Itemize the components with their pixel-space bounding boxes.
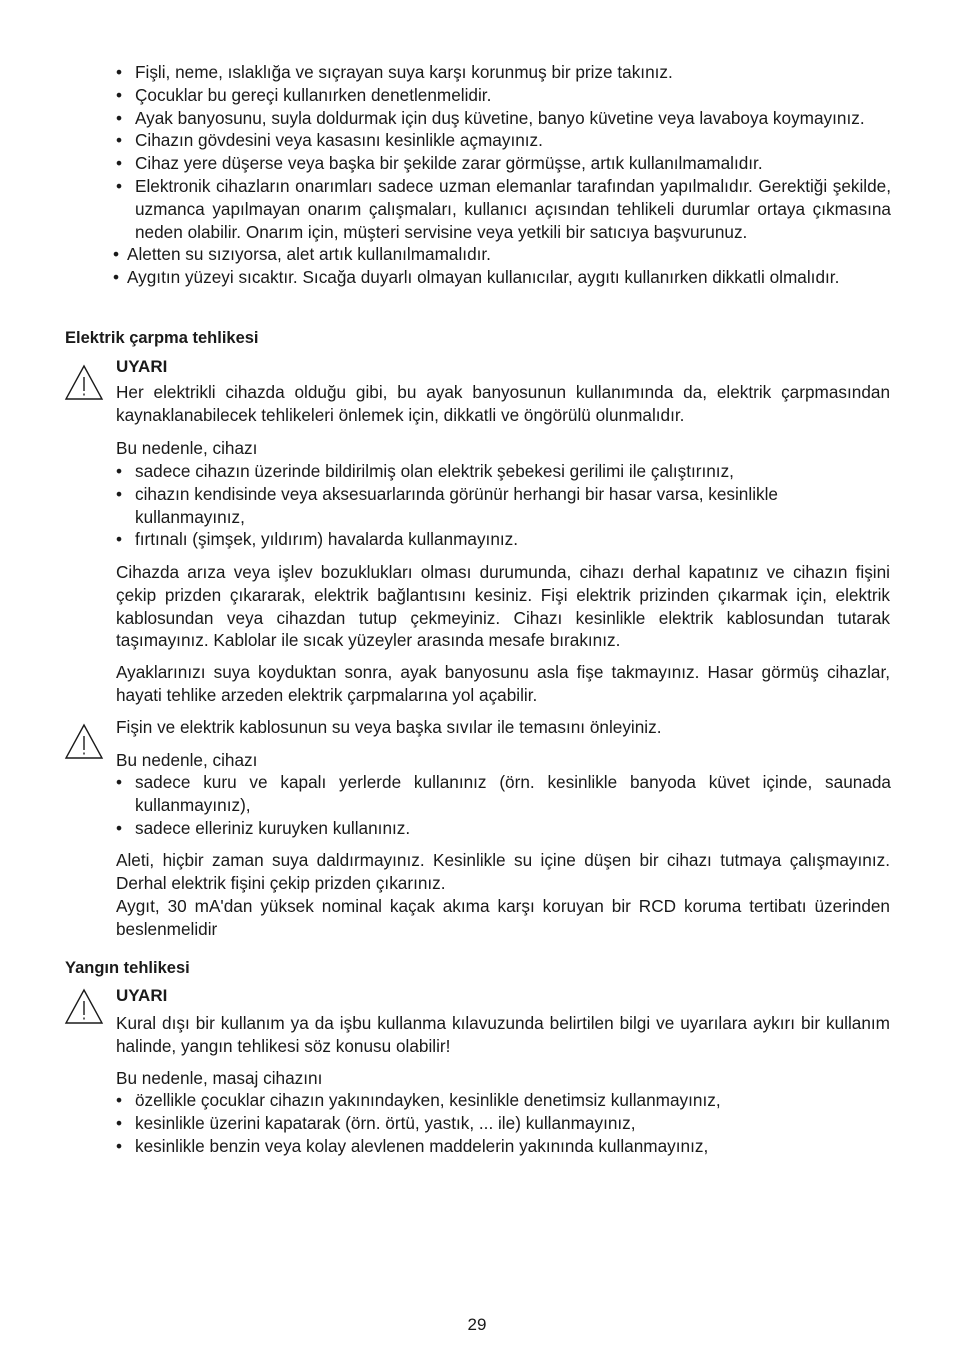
list-item: • sadece elleriniz kuruyken kullanınız. [116, 817, 411, 838]
list-item: • Cihazın gövdesini veya kasasını kesinlikle açmayınız. [116, 130, 543, 151]
section-heading-electric: Elektrik çarpma tehlikesi [65, 329, 259, 347]
warning-label: UYARI [116, 357, 168, 376]
bullet-icon: • [116, 62, 123, 82]
warning-triangle-icon [64, 364, 104, 401]
liquid-bullet-list [116, 771, 891, 839]
bullet-icon: • [116, 84, 123, 105]
bullet-icon: • [116, 175, 123, 196]
body-paragraph: Aleti, hiçbir zaman suya daldırmayınız. Kesinlikle su içine düşen bir cihazı tutmaya çalışmayınız. Derhal elektrik fişini çekip prizden çıkarınız. [116, 850, 890, 893]
bullet-icon: • [113, 244, 120, 265]
body-paragraph: Aygıt, 30 mA'dan yüksek nominal kaçak akıma karşı koruyan bir RCD koruma tertibatı üzerinden beslenmelidir [116, 896, 890, 939]
list-item: • Aygıtın yüzeyi sıcaktır. Sıcağa duyarlı olmayan kullanıcılar, aygıtı kullanırken dikkatli olmalıdır. [113, 267, 840, 288]
list-item: • sadece kuru ve kapalı yerlerde kullanınız (örn. kesinlikle banyoda küvet içinde, saunada kullanmayınız), [116, 772, 891, 815]
bullet-icon: • [116, 817, 123, 838]
list-item: • Elektronik cihazların onarımları sadece uzman elemanlar tarafından yapılmalıdır. Gerektiği şekilde, uzmanca yapılmayan onarım çalışmaları, kullanıcı açısından tehlikeli durumlar ortaya çıkmasına neden olabilir. Onarım için, müşteri servisine veya yetkili bir satıcıya başvurunuz. [116, 175, 891, 242]
list-item: • kesinlikle benzin veya kolay alevlenen maddelerin yakınında kullanmayınız, [116, 1135, 709, 1156]
bullet-icon: • [116, 529, 123, 550]
list-item: • Ayak banyosunu, suyla doldurmak için duş küvetine, banyo küvetine veya lavaboya koymayınız. [116, 107, 865, 128]
electric-bullet-list [116, 460, 891, 551]
warning-triangle-icon [64, 988, 104, 1025]
list-item: • cihazın kendisinde veya aksesuarlarında görünür herhangi bir hasar varsa, kesinlikle kullanmayınız, [116, 483, 778, 527]
warning-triangle-icon [64, 723, 104, 760]
list-item: • Aletten su sızıyorsa, alet artık kullanılmamalıdır. [113, 244, 491, 265]
bullet-icon: • [116, 1112, 123, 1133]
bullet-icon: • [113, 267, 120, 288]
body-paragraph: Cihazda arıza veya işlev bozuklukları olması durumunda, cihazı derhal kapatınız ve cihazın fişini çekip prizden çıkararak, elektrik bağlantısını kesiniz. Fişi elektrik prizinden çıkarmak için, elektrik kablosundan veya cihazdan tutup çekmeyiniz. Cihazı kesinlikle elektrik kablosundan tutarak taşımayınız. Kablolar ile sıcak yüzeyler arasında mesafe bırakınız. [116, 562, 890, 651]
fire-bullet-list [116, 1089, 891, 1157]
bullet-icon: • [116, 483, 123, 504]
list-item: • Çocuklar bu gereçi kullanırken denetlenmelidir. [116, 84, 492, 105]
list-item: • fırtınalı (şimşek, yıldırım) havalarda kullanmayınız. [116, 529, 519, 550]
warning-text: Her elektrikli cihazda olduğu gibi, bu ayak banyosunun kullanımında da, elektrik çarpmasından kaynaklanabilecek tehlikeleri önlemek için, dikkatli ve öngörülü olunmalıdır. [116, 382, 890, 425]
bullet-icon: • [116, 772, 123, 792]
body-paragraph: Ayaklarınızı suya koyduktan sonra, ayak banyosunu asla fişe takmayınız. Hasar görmüş cihazlar, hayati tehlike arzeden elektrik çarpmalarına yol açabilir. [116, 662, 890, 705]
list-item: • özellikle çocuklar cihazın yakınındayken, kesinlikle denetimsiz kullanmayınız, [116, 1090, 721, 1110]
bullet-icon: • [116, 153, 123, 174]
bullet-icon: • [116, 1090, 123, 1110]
list-item: • Fişli, neme, ıslaklığa ve sıçrayan suya karşı korunmuş bir prize takınız. [116, 62, 673, 82]
warning-text: Fişin ve elektrik kablosunun su veya başka sıvılar ile temasını önleyiniz. [116, 717, 662, 737]
bullet-icon: • [116, 461, 123, 481]
list-item: • Cihaz yere düşerse veya başka bir şekilde zarar görmüşse, artık kullanılmamalıdır. [116, 153, 763, 174]
list-intro: Bu nedenle, masaj cihazını [116, 1068, 323, 1088]
list-item: • sadece cihazın üzerinde bildirilmiş olan elektrik şebekesi gerilimi ile çalıştırınız, [116, 461, 734, 481]
warning-label: UYARI [116, 986, 168, 1005]
section-heading-fire: Yangın tehlikesi [65, 959, 190, 977]
list-intro: Bu nedenle, cihazı [116, 750, 258, 770]
warning-text: Kural dışı bir kullanım ya da işbu kullanma kılavuzunda belirtilen bilgi ve uyarılara aykırı bir kullanım halinde, yangın tehlikesi söz konusu olabilir! [116, 1013, 890, 1056]
bullet-icon: • [116, 130, 123, 151]
intro-bullet-list [113, 61, 891, 289]
list-item: • kesinlikle üzerini kapatarak (örn. örtü, yastık, ... ile) kullanmayınız, [116, 1112, 636, 1133]
bullet-icon: • [116, 1135, 123, 1156]
bullet-icon: • [116, 107, 123, 128]
page-number: 29 [467, 1315, 487, 1334]
list-intro: Bu nedenle, cihazı [116, 438, 258, 458]
